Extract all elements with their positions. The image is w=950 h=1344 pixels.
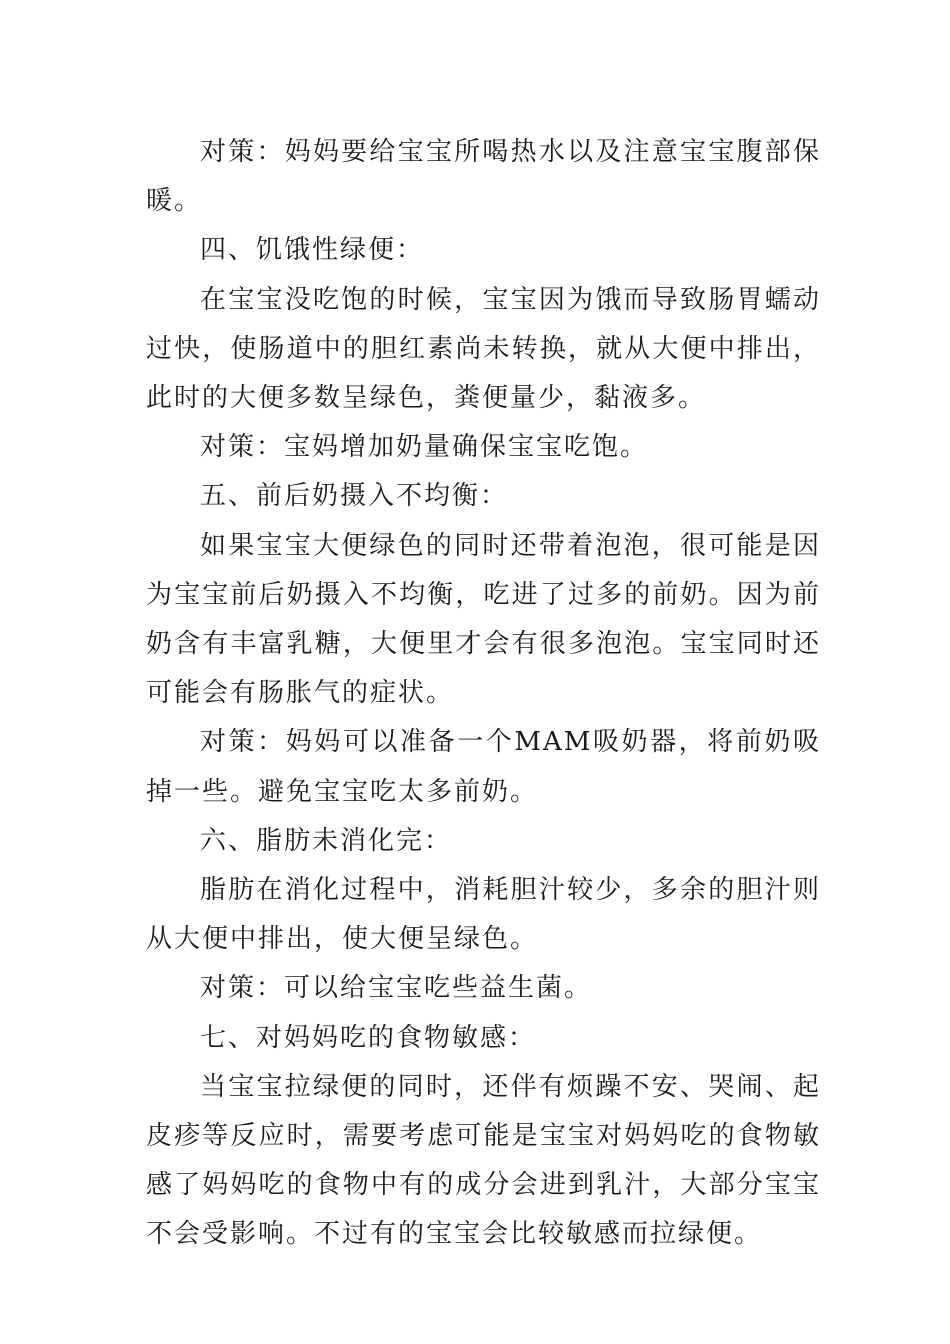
paragraph-hunger-green-stool: 在宝宝没吃饱的时候，宝宝因为饿而导致肠胃蠕动过快，使肠道中的胆红素尚未转换，就从大便中排出，此时的大便多数呈绿色，粪便量少，黏液多。 [146,284,821,414]
paragraph-countermeasure-probiotics: 对策：可以给宝宝吃些益生菌。 [200,973,593,1004]
paragraph-foremilk-hindmilk-imbalance: 如果宝宝大便绿色的同时还带着泡泡，很可能是因为宝宝前后奶摄入不均衡，吃进了过多的前奶。因为前奶含有丰富乳糖，大便里才会有很多泡泡。宝宝同时还可能会有肠胀气的症状。 [146,530,821,709]
paragraph-food-sensitivity: 当宝宝拉绿便的同时，还伴有烦躁不安、哭闹、起皮疹等反应时，需要考虑可能是宝宝对妈妈吃的食物敏感了妈妈吃的食物中有的成分会进到乳汁，大部分宝宝不会受影响。不过有的宝宝会比较敏感而拉绿便。 [146,1071,821,1250]
paragraph-countermeasure-warm-water: 对策：妈妈要给宝宝所喝热水以及注意宝宝腹部保暖。 [146,137,821,217]
heading-foremilk-hindmilk-imbalance: 五、前后奶摄入不均衡： [200,481,509,512]
paragraph-countermeasure-breast-pump: 对策：妈妈可以准备一个MAM吸奶器，将前奶吸掉一些。避免宝宝吃太多前奶。 [146,727,821,807]
heading-undigested-fat: 六、脂肪未消化完： [200,825,453,856]
paragraph-countermeasure-increase-milk: 对策：宝妈增加奶量确保宝宝吃饱。 [200,432,649,463]
document-body [146,128,821,1260]
heading-food-sensitivity: 七、对妈妈吃的食物敏感： [200,1022,537,1053]
paragraph-undigested-fat: 脂肪在消化过程中，消耗胆汁较少，多余的胆汁则从大便中排出，使大便呈绿色。 [146,875,821,955]
heading-hunger-green-stool: 四、饥饿性绿便： [200,235,425,266]
